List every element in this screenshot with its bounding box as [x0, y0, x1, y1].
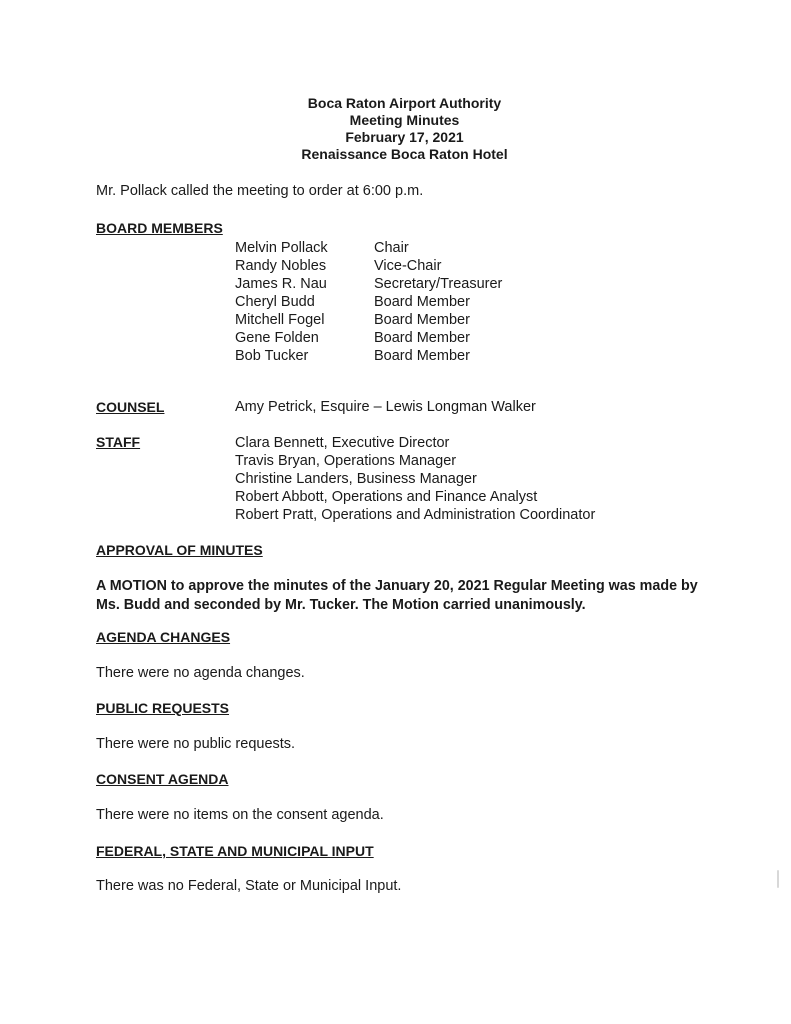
counsel-text: Amy Petrick, Esquire – Lewis Longman Walker: [235, 399, 536, 415]
federal-input-text: There was no Federal, State or Municipal Input.: [96, 878, 402, 894]
staff-member: Robert Abbott, Operations and Finance Analyst: [235, 489, 538, 505]
approval-of-minutes-heading: APPROVAL OF MINUTES: [96, 542, 263, 558]
staff-member: Travis Bryan, Operations Manager: [235, 453, 457, 469]
board-member-role: Chair: [374, 240, 409, 256]
board-member-name: Randy Nobles: [235, 258, 327, 274]
consent-agenda-heading: CONSENT AGENDA: [96, 771, 229, 787]
counsel-heading: COUNSEL: [96, 399, 165, 415]
board-member-name: Gene Folden: [235, 330, 319, 346]
scan-speck: [777, 870, 779, 888]
board-member-role: Secretary/Treasurer: [374, 276, 503, 292]
board-member-name: Mitchell Fogel: [235, 312, 325, 328]
approval-motion-text: A MOTION to approve the minutes of the January 20, 2021 Regular Meeting was made by Ms. Budd and seconded by Mr. Tucker. The Motion carried unanimously.: [96, 578, 698, 613]
board-member-role: Board Member: [374, 330, 470, 346]
board-member-names: [235, 239, 328, 365]
board-member-name: Cheryl Budd: [235, 294, 315, 310]
meeting-location: Renaissance Boca Raton Hotel: [301, 146, 508, 162]
federal-input-heading: FEDERAL, STATE AND MUNICIPAL INPUT: [96, 843, 374, 859]
public-requests-text: There were no public requests.: [96, 736, 296, 752]
agenda-changes-text: There were no agenda changes.: [96, 665, 305, 681]
staff-member: Christine Landers, Business Manager: [235, 471, 477, 487]
board-member-name: Melvin Pollack: [235, 240, 328, 256]
call-to-order: Mr. Pollack called the meeting to order at 6:00 p.m.: [96, 183, 424, 199]
board-member-name: Bob Tucker: [235, 348, 309, 364]
board-member-role: Board Member: [374, 348, 470, 364]
board-member-role: Board Member: [374, 294, 470, 310]
board-member-roles: [374, 239, 502, 365]
board-members-heading: BOARD MEMBERS: [96, 220, 223, 236]
public-requests-heading: PUBLIC REQUESTS: [96, 700, 230, 716]
staff-member: Robert Pratt, Operations and Administration Coordinator: [235, 507, 596, 523]
board-member-role: Board Member: [374, 312, 470, 328]
staff-member: Clara Bennett, Executive Director: [235, 435, 450, 451]
meeting-date: February 17, 2021: [345, 129, 464, 145]
document-type: Meeting Minutes: [349, 112, 460, 128]
organization-name: Boca Raton Airport Authority: [307, 95, 502, 111]
staff-list: [235, 434, 595, 524]
agenda-changes-heading: AGENDA CHANGES: [96, 629, 231, 645]
consent-agenda-text: There were no items on the consent agenda.: [96, 807, 384, 823]
board-member-role: Vice-Chair: [374, 258, 442, 274]
document-header: [0, 95, 791, 163]
staff-heading: STAFF: [96, 434, 141, 450]
board-member-name: James R. Nau: [235, 276, 327, 292]
